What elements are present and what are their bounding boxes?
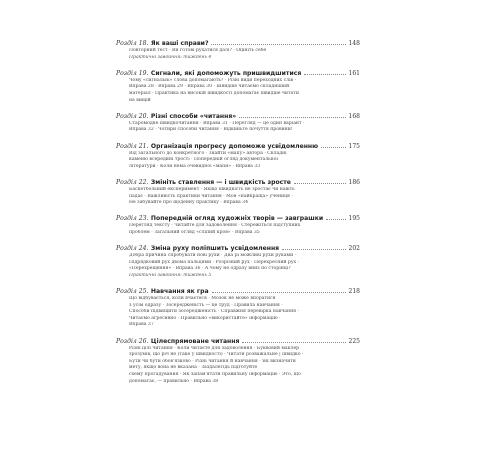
subtopic-line: проблем · Загальний огляд «сліпий кров» · Вправа 35	[129, 229, 260, 235]
subtopic-line: Баскетбольний експеримент · Якщо швидкість не зростає чи навіть	[129, 186, 295, 192]
page-number: 175	[348, 142, 360, 150]
subtopic-line: «Перехрещення» · Вправа 36 · А чому не одразу вниз по сторінці?	[129, 266, 291, 272]
chapter-number: Розділ 18.	[116, 40, 149, 47]
chapter-subtopics	[116, 187, 360, 207]
chapter-title: Попередній огляд художніх творів — завграшки	[150, 215, 324, 223]
toc-entry[interactable]	[116, 288, 360, 329]
subtopic-line: мету, якщо вона не вказана · Заздалегідь підготуйте	[129, 365, 258, 371]
subtopic-line: на вищій	[129, 97, 151, 103]
toc-entry-heading[interactable]	[116, 288, 360, 296]
chapter-number: Розділ 22.	[116, 178, 149, 186]
chapter-title: Сигнали, які допоможуть пришвидшитися	[150, 69, 302, 77]
subtopic-line: Різні цілі читання · Коли читаєте для задоволення · Буквовий маклер	[129, 345, 300, 351]
toc-entry-heading[interactable]	[116, 113, 360, 121]
toc-entry-heading[interactable]	[116, 70, 360, 78]
page-number: 225	[348, 337, 360, 345]
dot-leader	[304, 74, 345, 75]
chapter-subtopics	[116, 253, 360, 279]
chapter-subtopics	[116, 223, 360, 236]
subtopic-line: Вправа 37	[129, 322, 154, 328]
toc-entry-heading[interactable]	[116, 179, 360, 187]
chapter-title: Як ваші справи?	[150, 40, 209, 47]
toc-entry[interactable]	[116, 143, 360, 171]
toc-entry[interactable]	[116, 113, 360, 134]
chapter-title: Змініть ставлення — і швидкість зросте	[150, 178, 291, 186]
toc-entry-heading[interactable]	[116, 40, 360, 48]
chapter-subtopics	[116, 48, 360, 61]
page-number: 202	[348, 245, 360, 253]
toc-entry[interactable]	[116, 179, 360, 207]
dot-leader	[242, 342, 345, 343]
subtopic-line: з усім одразу · Зосередженість — це труд · Правила навчання ·	[129, 302, 283, 308]
subtopic-line: зрозумів, що річ не (таке у швидкості) · Читати розважальне | швидко ·	[129, 352, 304, 358]
subtopic-line: Бути чи бути обов'язково · Різні читання й навчання · Як визначити	[129, 358, 296, 364]
dot-leader	[211, 44, 345, 45]
chapter-number: Розділ 19.	[116, 69, 149, 77]
subtopic-line: Повторний тест · Ви готові рухатися далі? · Оцініть себе	[129, 48, 267, 53]
chapter-number: Розділ 20.	[116, 112, 149, 120]
chapter-title: Навчання як гра	[150, 288, 209, 296]
dot-leader	[294, 183, 346, 184]
subtopic-line: Підрядковий рух двома пальцями · Розрізний рух · Перехресний рух ·	[129, 259, 300, 265]
toc-entry[interactable]	[116, 70, 360, 104]
subtopic-line: Вправа 28 · Вправа 29 · Вправа 30 · Швидше читаємо складніший	[129, 84, 290, 90]
subtopic-line: літератури · Коли нема очевидної «мапи» · Вправа 33	[129, 163, 261, 169]
chapter-title: Різні способи «читання»	[150, 112, 237, 120]
toc-entry-heading[interactable]	[116, 143, 360, 151]
page-number: 161	[348, 69, 360, 77]
subtopic-line: Старомодне швидкочитання · Вправа 31 · Перегляд — це один варіант ·	[129, 120, 305, 126]
subtopic-line: Читаємо агресивно · Правильно «використайте» інформацію ·	[129, 315, 281, 321]
toc-entry-heading[interactable]	[116, 245, 360, 253]
subtopic-line: схему прогадування · Як запам'ятати правильну інформацію · Это, що	[129, 371, 301, 377]
table-of-contents	[116, 40, 360, 394]
toc-entry[interactable]	[116, 338, 360, 386]
chapter-subtopics	[116, 346, 360, 386]
subtopic-line: Чому «сигнальні» слова допомагають? · Різні види переходних слів ·	[129, 77, 297, 83]
subtopic-line: Добра причина спробувати нові рухи · Два рі можливі рухи руками ·	[129, 253, 297, 259]
subtopic-line: Не забувайте про щоденну практику · Вправа 34	[129, 200, 249, 206]
subtopic-line: Від загального до конкретного · Знайти «мапу» автора · Складні	[129, 150, 287, 156]
subtopic-line: матеріал · Практика на високій швидкості допомагає швидше читати	[129, 90, 299, 96]
dot-leader	[321, 147, 346, 148]
subtopic-line: каменю всередині трості · Попередній огляд документальної	[129, 157, 278, 163]
subtopic-line: Способи підвищити зосередженість · Справжня перевірка навчання ·	[129, 309, 299, 315]
toc-entry[interactable]	[116, 245, 360, 279]
subtopic-line: допомагає, — правильно · Вправа 38	[129, 378, 219, 384]
practice-tasks-note: Практичні завдання: тиждень 5	[129, 272, 212, 278]
chapter-number: Розділ 23.	[116, 215, 149, 223]
toc-entry-heading[interactable]	[116, 215, 360, 223]
chapter-number: Розділ 26.	[116, 337, 149, 345]
toc-entry[interactable]	[116, 215, 360, 236]
chapter-title: Зміна руху поліпшить усвідомлення	[150, 245, 280, 253]
chapter-subtopics	[116, 121, 360, 134]
chapter-subtopics	[116, 151, 360, 171]
dot-leader	[282, 249, 345, 250]
chapter-title: Цілеспрямоване читання	[150, 337, 240, 345]
toc-entry-heading[interactable]	[116, 338, 360, 346]
page-number: 218	[348, 288, 360, 296]
toc-entry[interactable]	[116, 40, 360, 61]
dot-leader	[212, 292, 346, 293]
subtopic-line: Вправа 32 · Чотири способи читання · Відкиньте почуття провини!	[129, 127, 293, 133]
subtopic-line: падає · Важливість практики читання · Моя «найкраща» учениця ·	[129, 193, 293, 199]
page-number: 148	[348, 40, 360, 47]
practice-tasks-note: Практичні завдання: тиждень 4	[129, 54, 212, 60]
chapter-number: Розділ 21.	[116, 142, 149, 150]
dot-leader	[239, 117, 345, 118]
chapter-subtopics	[116, 78, 360, 104]
subtopic-line: Що відбувається, коли вчаєтеся · Мозок не може впоратися	[129, 296, 276, 302]
dot-leader	[326, 219, 345, 220]
page-number: 195	[348, 215, 360, 223]
page-number: 168	[348, 112, 360, 120]
chapter-subtopics	[116, 296, 360, 329]
chapter-number: Розділ 25.	[116, 288, 149, 296]
subtopic-line: Перегляд тексту · Читайте для задоволення · Стережіться підступних	[129, 223, 301, 229]
chapter-number: Розділ 24.	[116, 245, 149, 253]
chapter-title: Організація прогресу допоможе усвідомленню	[150, 142, 319, 150]
page-number: 186	[348, 178, 360, 186]
